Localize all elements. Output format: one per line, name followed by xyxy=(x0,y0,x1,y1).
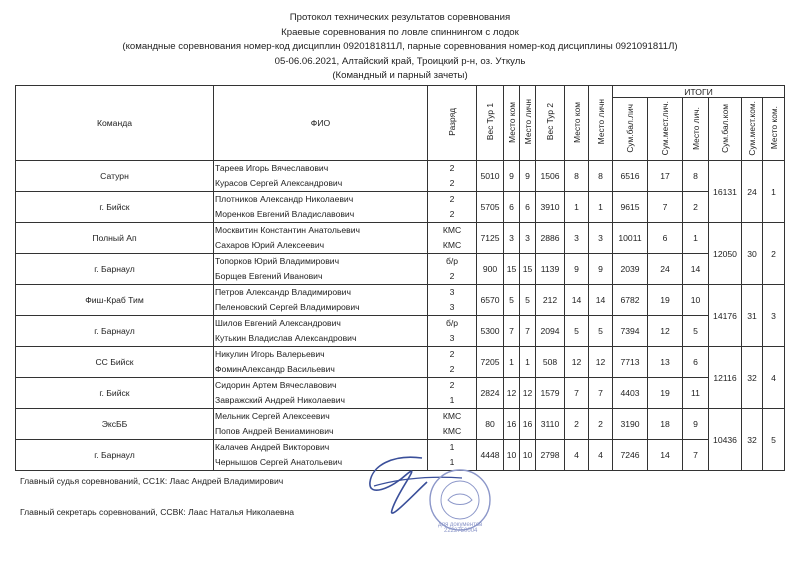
col-pers-place-2: Место личн xyxy=(589,86,613,161)
stamp-and-signature xyxy=(352,452,502,532)
team-place-tour-1: 1 xyxy=(504,347,520,378)
pair-names xyxy=(214,316,428,347)
seal-caption: для документов xyxy=(438,522,483,528)
rank-2: 1 xyxy=(449,395,455,405)
col-pers-place-1: Место личн xyxy=(520,86,536,161)
sum-ball-pers: 7713 xyxy=(613,347,648,378)
pair-row xyxy=(16,161,785,192)
team-place-tour-1: 9 xyxy=(504,161,520,192)
team-place: 5 xyxy=(763,409,785,471)
rank-2: 3 xyxy=(449,302,455,312)
participant-2: Завражский Андрей Николаевич xyxy=(215,395,345,405)
col-team: Команда xyxy=(16,86,214,161)
pair-ranks xyxy=(428,409,477,440)
weight-tour-1: 2824 xyxy=(477,378,504,409)
team-place-tour-2: 5 xyxy=(565,316,589,347)
weight-tour-1: 5300 xyxy=(477,316,504,347)
participant-2: Моренков Евгений Владиславович xyxy=(215,209,355,219)
weight-tour-2: 3110 xyxy=(536,409,565,440)
team-name: ЭксББ xyxy=(16,409,214,440)
col-team-place: Место ком. xyxy=(763,98,785,161)
pair-ranks xyxy=(428,378,477,409)
sum-ball-pers: 2039 xyxy=(613,254,648,285)
weight-tour-1: 7205 xyxy=(477,347,504,378)
team-place-tour-1: 12 xyxy=(504,378,520,409)
pair-names xyxy=(214,254,428,285)
rank-2: КМС xyxy=(442,240,462,250)
col-team-places: Сум.мест.ком. xyxy=(742,98,763,161)
team-ball: 14176 xyxy=(709,285,742,347)
sum-places-pers: 6 xyxy=(648,223,683,254)
pair-ranks xyxy=(428,223,477,254)
sum-places-pers: 19 xyxy=(648,285,683,316)
sum-places-pers: 19 xyxy=(648,378,683,409)
participant-1: Сидорин Артем Вячеславович xyxy=(215,380,337,390)
pair-row xyxy=(16,223,785,254)
place-pers: 14 xyxy=(683,254,709,285)
participant-1: Мельник Сергей Алексеевич xyxy=(215,411,330,421)
col-sum-ball: Сум.бал.лич xyxy=(613,98,648,161)
results-body xyxy=(16,161,785,471)
participant-2: Попов Андрей Вениаминович xyxy=(215,426,334,436)
team-places-sum: 24 xyxy=(742,161,763,223)
pers-place-tour-2: 14 xyxy=(589,285,613,316)
team-ball: 12116 xyxy=(709,347,742,409)
team-place-tour-2: 3 xyxy=(565,223,589,254)
pers-place-tour-2: 9 xyxy=(589,254,613,285)
pair-ranks xyxy=(428,254,477,285)
seal-fish-icon xyxy=(448,494,472,505)
place-pers: 9 xyxy=(683,409,709,440)
pair-ranks xyxy=(428,316,477,347)
participant-2: Борщев Евгений Иванович xyxy=(215,271,323,281)
rank-2: 1 xyxy=(449,457,455,467)
seal-number: 2222750004 xyxy=(444,528,478,532)
seal-outer-ring xyxy=(430,470,490,530)
weight-tour-2: 3910 xyxy=(536,192,565,223)
weight-tour-2: 2094 xyxy=(536,316,565,347)
pair-row xyxy=(16,316,785,347)
team-place-tour-1: 6 xyxy=(504,192,520,223)
place-pers: 10 xyxy=(683,285,709,316)
team-place-tour-1: 16 xyxy=(504,409,520,440)
team-place-tour-2: 7 xyxy=(565,378,589,409)
col-team-ball: Сум.бал.ком xyxy=(709,98,742,161)
rank-1: КМС xyxy=(442,411,462,421)
place-pers: 11 xyxy=(683,378,709,409)
pers-place-tour-1: 12 xyxy=(520,378,536,409)
place-pers: 2 xyxy=(683,192,709,223)
participant-2: Курасов Сергей Александрович xyxy=(215,178,343,188)
sum-places-pers: 12 xyxy=(648,316,683,347)
team-place-tour-1: 10 xyxy=(504,440,520,471)
judge-line: Главный судья соревнований, СС1К: Лаас Андрей Владимирович xyxy=(20,476,284,486)
pers-place-tour-1: 9 xyxy=(520,161,536,192)
pair-names xyxy=(214,192,428,223)
sum-ball-pers: 4403 xyxy=(613,378,648,409)
team-places-sum: 30 xyxy=(742,223,763,285)
header-codes: (командные соревнования номер-код дисциплин 0920181811Л, парные соревнования номер-код дисциплины 0921091811Л) xyxy=(122,41,678,52)
participant-1: Шилов Евгений Александрович xyxy=(215,318,341,328)
team-place-tour-1: 3 xyxy=(504,223,520,254)
rank-2: 2 xyxy=(449,271,455,281)
place-pers: 7 xyxy=(683,440,709,471)
pers-place-tour-1: 6 xyxy=(520,192,536,223)
team-places-sum: 32 xyxy=(742,347,763,409)
team-place-tour-1: 5 xyxy=(504,285,520,316)
pair-row xyxy=(16,347,785,378)
team-places-sum: 31 xyxy=(742,285,763,347)
rank-1: б/р xyxy=(445,256,459,266)
rank-1: 2 xyxy=(449,380,455,390)
col-place-pers: Место лич. xyxy=(683,98,709,161)
rank-2: КМС xyxy=(442,426,462,436)
secretary-line: Главный секретарь соревнований, ССВК: Лаас Наталья Николаевна xyxy=(20,507,295,517)
weight-tour-1: 4448 xyxy=(477,440,504,471)
rank-1: 1 xyxy=(449,442,455,452)
participant-1: Петров Александр Владимирович xyxy=(215,287,351,297)
pers-place-tour-2: 4 xyxy=(589,440,613,471)
weight-tour-2: 2798 xyxy=(536,440,565,471)
sum-places-pers: 17 xyxy=(648,161,683,192)
rank-1: 2 xyxy=(449,163,455,173)
pair-ranks xyxy=(428,347,477,378)
team-place-tour-1: 15 xyxy=(504,254,520,285)
rank-2: 3 xyxy=(449,333,455,343)
pers-place-tour-2: 3 xyxy=(589,223,613,254)
team-city: г. Бийск xyxy=(16,378,214,409)
rank-1: 2 xyxy=(449,194,455,204)
team-place-tour-2: 8 xyxy=(565,161,589,192)
pers-place-tour-2: 2 xyxy=(589,409,613,440)
header-title: Протокол технических результатов соревнования xyxy=(289,12,511,23)
rank-2: 2 xyxy=(449,209,455,219)
sum-ball-pers: 3190 xyxy=(613,409,648,440)
weight-tour-2: 1139 xyxy=(536,254,565,285)
team-ball: 12050 xyxy=(709,223,742,285)
pers-place-tour-1: 15 xyxy=(520,254,536,285)
participant-2: Чернышов Сергей Анатольевич xyxy=(215,457,343,467)
participant-1: Никулин Игорь Валерьевич xyxy=(215,349,325,359)
pair-names xyxy=(214,285,428,316)
rank-1: 2 xyxy=(449,349,455,359)
weight-tour-1: 900 xyxy=(477,254,504,285)
team-place: 4 xyxy=(763,347,785,409)
pers-place-tour-1: 7 xyxy=(520,316,536,347)
participant-2: ФоминАлександр Васильевич xyxy=(215,364,335,374)
rank-2: 2 xyxy=(449,178,455,188)
team-city: г. Барнаул xyxy=(16,254,214,285)
col-weight-2: Вес Тур 2 xyxy=(536,86,565,161)
team-place: 1 xyxy=(763,161,785,223)
pers-place-tour-2: 5 xyxy=(589,316,613,347)
team-ball: 16131 xyxy=(709,161,742,223)
team-city: г. Барнаул xyxy=(16,316,214,347)
header-scoring: (Командный и парный зачеты) xyxy=(332,70,468,81)
team-place-tour-2: 9 xyxy=(565,254,589,285)
pers-place-tour-1: 10 xyxy=(520,440,536,471)
sum-places-pers: 24 xyxy=(648,254,683,285)
weight-tour-2: 508 xyxy=(536,347,565,378)
sum-ball-pers: 10011 xyxy=(613,223,648,254)
place-pers: 1 xyxy=(683,223,709,254)
team-city: г. Бийск xyxy=(16,192,214,223)
participant-1: Плотников Александр Николаевич xyxy=(215,194,354,204)
place-pers: 8 xyxy=(683,161,709,192)
pair-ranks xyxy=(428,161,477,192)
col-totals: ИТОГИ xyxy=(613,86,785,98)
sum-places-pers: 18 xyxy=(648,409,683,440)
team-name: Фиш-Краб Тим xyxy=(16,285,214,316)
pers-place-tour-1: 16 xyxy=(520,409,536,440)
rank-2: 2 xyxy=(449,364,455,374)
col-team-place-2: Место ком xyxy=(565,86,589,161)
protocol-header xyxy=(0,11,800,84)
rank-1: КМС xyxy=(442,225,462,235)
team-place-tour-2: 14 xyxy=(565,285,589,316)
pers-place-tour-2: 7 xyxy=(589,378,613,409)
participant-2: Сахаров Юрий Алексеевич xyxy=(215,240,325,250)
pair-names xyxy=(214,161,428,192)
sum-ball-pers: 7246 xyxy=(613,440,648,471)
team-place-tour-2: 1 xyxy=(565,192,589,223)
pers-place-tour-2: 1 xyxy=(589,192,613,223)
rank-1: б/р xyxy=(445,318,459,328)
seal-inner-ring xyxy=(441,481,479,519)
team-place-tour-1: 7 xyxy=(504,316,520,347)
pair-ranks xyxy=(428,285,477,316)
results-table xyxy=(15,85,785,471)
pair-names xyxy=(214,223,428,254)
header-competition: Краевые соревнования по ловле спиннингом с лодок xyxy=(281,26,519,38)
participant-2: Пеленовский Сергей Владимирович xyxy=(215,302,360,312)
col-fio: ФИО xyxy=(214,86,428,161)
pair-names xyxy=(214,347,428,378)
pair-row xyxy=(16,409,785,440)
pair-names xyxy=(214,409,428,440)
pair-row xyxy=(16,378,785,409)
team-place-tour-2: 4 xyxy=(565,440,589,471)
weight-tour-1: 6570 xyxy=(477,285,504,316)
weight-tour-1: 5010 xyxy=(477,161,504,192)
sum-ball-pers: 6516 xyxy=(613,161,648,192)
pers-place-tour-1: 1 xyxy=(520,347,536,378)
weight-tour-2: 1506 xyxy=(536,161,565,192)
pair-row xyxy=(16,285,785,316)
place-pers: 6 xyxy=(683,347,709,378)
team-places-sum: 32 xyxy=(742,409,763,471)
place-pers: 5 xyxy=(683,316,709,347)
pers-place-tour-1: 3 xyxy=(520,223,536,254)
sum-places-pers: 14 xyxy=(648,440,683,471)
participant-2: Кутькин Владислав Александрович xyxy=(215,333,357,343)
weight-tour-2: 2886 xyxy=(536,223,565,254)
pers-place-tour-2: 8 xyxy=(589,161,613,192)
team-place-tour-2: 2 xyxy=(565,409,589,440)
col-sum-place: Сум.мест.лич. xyxy=(648,98,683,161)
sum-ball-pers: 9615 xyxy=(613,192,648,223)
participant-1: Топорков Юрий Владимирович xyxy=(215,256,340,266)
team-place: 3 xyxy=(763,285,785,347)
col-rank: Разряд xyxy=(428,86,477,161)
team-city: г. Барнаул xyxy=(16,440,214,471)
weight-tour-1: 5705 xyxy=(477,192,504,223)
weight-tour-2: 1579 xyxy=(536,378,565,409)
pers-place-tour-2: 12 xyxy=(589,347,613,378)
team-name: Сатурн xyxy=(16,161,214,192)
pair-names xyxy=(214,378,428,409)
participant-1: Москвитин Константин Анатольевич xyxy=(215,225,361,235)
team-name: СС Бийск xyxy=(16,347,214,378)
participant-1: Калачев Андрей Викторович xyxy=(215,442,330,452)
team-name: Полный Ап xyxy=(16,223,214,254)
pers-place-tour-1: 5 xyxy=(520,285,536,316)
col-weight-1: Вес Тур 1 xyxy=(477,86,504,161)
sum-ball-pers: 7394 xyxy=(613,316,648,347)
sum-places-pers: 13 xyxy=(648,347,683,378)
pair-row xyxy=(16,254,785,285)
pair-row xyxy=(16,192,785,223)
rank-1: 3 xyxy=(449,287,455,297)
pair-ranks xyxy=(428,192,477,223)
sum-ball-pers: 6782 xyxy=(613,285,648,316)
col-team-place-1: Место ком xyxy=(504,86,520,161)
weight-tour-2: 212 xyxy=(536,285,565,316)
header-date-place: 05-06.06.2021, Алтайский край, Троицкий р-н, оз. Уткуль xyxy=(274,55,526,67)
sum-places-pers: 7 xyxy=(648,192,683,223)
team-place-tour-2: 12 xyxy=(565,347,589,378)
weight-tour-1: 80 xyxy=(477,409,504,440)
team-place: 2 xyxy=(763,223,785,285)
weight-tour-1: 7125 xyxy=(477,223,504,254)
participant-1: Тареев Игорь Вячеславович xyxy=(215,163,329,173)
team-ball: 10436 xyxy=(709,409,742,471)
